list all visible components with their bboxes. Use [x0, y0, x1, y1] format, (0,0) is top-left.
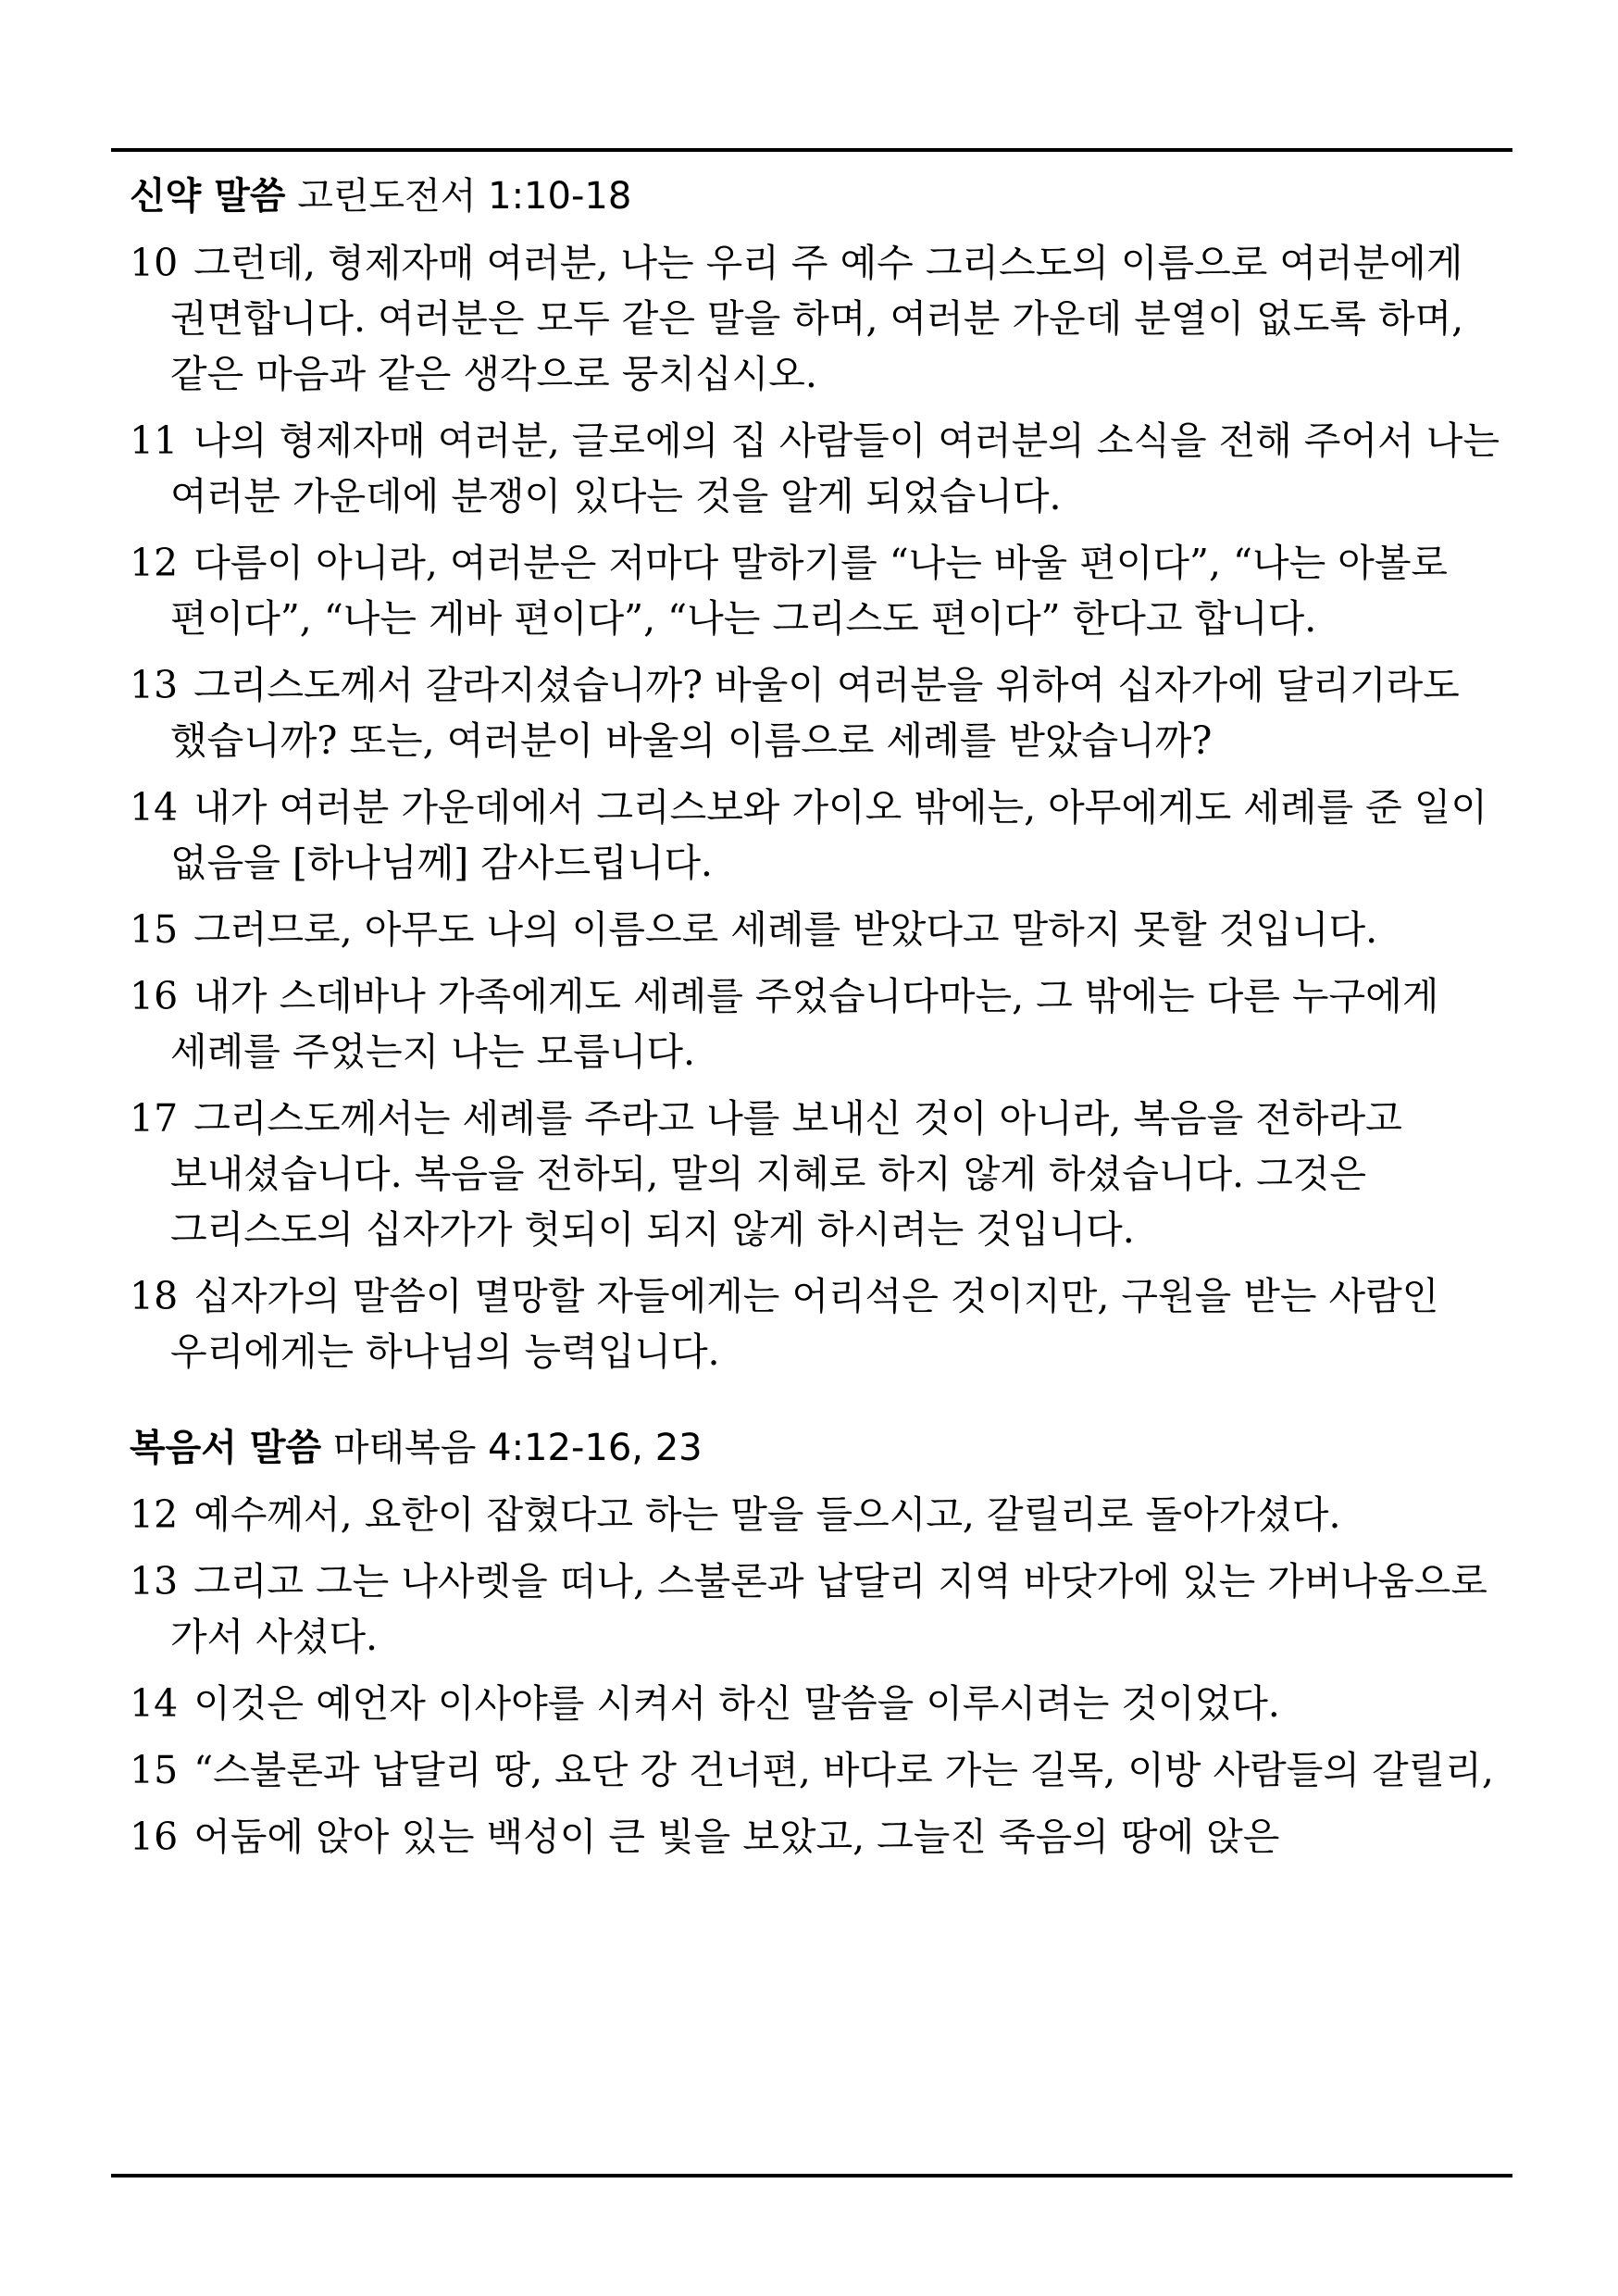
verse-text: 그러므로, 아무도 나의 이름으로 세례를 받았다고 말하지 못할 것입니다.	[193, 907, 1378, 952]
verse-text: 내가 스데바나 가족에게도 세례를 주었습니다마는, 그 밖에는 다른 누구에게 세례를 주었는지 나는 모릅니다.	[170, 974, 1439, 1074]
verse-number: 16	[130, 974, 179, 1018]
verse-number: 10	[130, 241, 179, 285]
verse-number: 12	[130, 1492, 179, 1537]
verse	[130, 1809, 1518, 1865]
verse-text: 나의 형제자매 여러분, 글로에의 집 사람들이 여러분의 소식을 전해 주어서 나는 여러분 가운데에 분쟁이 있다는 것을 알게 되었습니다.	[170, 418, 1500, 518]
verse-text: 다름이 아니라, 여러분은 저마다 말하기를 “나는 바울 편이다”, “나는 아볼로 편이다”, “나는 게바 편이다”, “나는 그리스도 편이다” 한다고 합니다.	[170, 541, 1449, 641]
gospel-label: 복음서 말씀	[130, 1427, 322, 1469]
verse	[130, 235, 1518, 402]
verse	[130, 657, 1518, 768]
verse-text: 내가 여러분 가운데에서 그리스보와 가이오 밖에는, 아무에게도 세례를 준 일이 없음을 [하나님께] 감사드립니다.	[170, 785, 1487, 885]
verse-number: 13	[130, 663, 179, 707]
verse-text: “스불론과 납달리 땅, 요단 강 건너편, 바다로 가는 길목, 이방 사람들의 갈릴리,	[193, 1748, 1494, 1792]
verse-number: 18	[130, 1274, 179, 1318]
verse-text: 그리스도께서는 세례를 주라고 나를 보내신 것이 아니라, 복음을 전하라고 보내셨습니다. 복음을 전하되, 말의 지혜로 하지 않게 하셨습니다. 그것은 그리스도의 십자가가 헛되이 되지 않게 하시려는 것입니다.	[170, 1096, 1402, 1252]
gospel-reference: 마태복음 4:12-16, 23	[332, 1427, 703, 1469]
verse-number: 14	[130, 785, 179, 830]
verse-text: 그리고 그는 나사렛을 떠나, 스불론과 납달리 지역 바닷가에 있는 가버나움으로 가서 사셨다.	[170, 1559, 1487, 1659]
verse	[130, 413, 1518, 524]
verse	[130, 902, 1518, 957]
verse-number: 15	[130, 907, 179, 952]
epistle-heading	[130, 168, 1518, 224]
epistle-verse-list	[130, 235, 1518, 1379]
verse	[130, 968, 1518, 1079]
verse-number: 12	[130, 541, 179, 585]
verse-text: 그리스도께서 갈라지셨습니까? 바울이 여러분을 위하여 십자가에 달리기라도 했습니까? 또는, 여러분이 바울의 이름으로 세례를 받았습니까?	[170, 663, 1460, 763]
verse	[130, 1487, 1518, 1542]
verse-number: 14	[130, 1681, 179, 1726]
gospel-verse-list	[130, 1487, 1518, 1865]
epistle-reading	[130, 168, 1518, 1379]
bottom-rule	[111, 2174, 1512, 2177]
verse	[130, 1091, 1518, 1257]
verse-number: 11	[130, 418, 179, 463]
gospel-reading	[130, 1420, 1518, 1865]
verse-number: 17	[130, 1096, 179, 1141]
gospel-heading	[130, 1420, 1518, 1476]
verse	[130, 780, 1518, 891]
verse-text: 이것은 예언자 이사야를 시켜서 하신 말씀을 이루시려는 것이었다.	[193, 1681, 1280, 1726]
verse	[130, 1268, 1518, 1379]
verse-text: 예수께서, 요한이 잡혔다고 하는 말을 들으시고, 갈릴리로 돌아가셨다.	[193, 1492, 1341, 1537]
verse-text: 십자가의 말씀이 멸망할 자들에게는 어리석은 것이지만, 구원을 받는 사람인 우리에게는 하나님의 능력입니다.	[170, 1274, 1439, 1374]
verse	[130, 1676, 1518, 1731]
verse	[130, 1554, 1518, 1665]
verse-number: 16	[130, 1815, 179, 1859]
reading-page	[130, 168, 1518, 1865]
verse-number: 13	[130, 1559, 179, 1603]
top-rule	[111, 148, 1512, 152]
epistle-label: 신약 말씀	[130, 175, 286, 218]
verse-text: 어둠에 앉아 있는 백성이 큰 빛을 보았고, 그늘진 죽음의 땅에 앉은	[193, 1815, 1280, 1859]
verse	[130, 1742, 1518, 1798]
verse	[130, 535, 1518, 646]
epistle-reference: 고린도전서 1:10-18	[297, 175, 632, 218]
verse-text: 그런데, 형제자매 여러분, 나는 우리 주 예수 그리스도의 이름으로 여러분에게 권면합니다. 여러분은 모두 같은 말을 하며, 여러분 가운데 분열이 없도록 하며, 같은 마음과 같은 생각으로 뭉치십시오.	[170, 241, 1464, 396]
verse-number: 15	[130, 1748, 179, 1792]
